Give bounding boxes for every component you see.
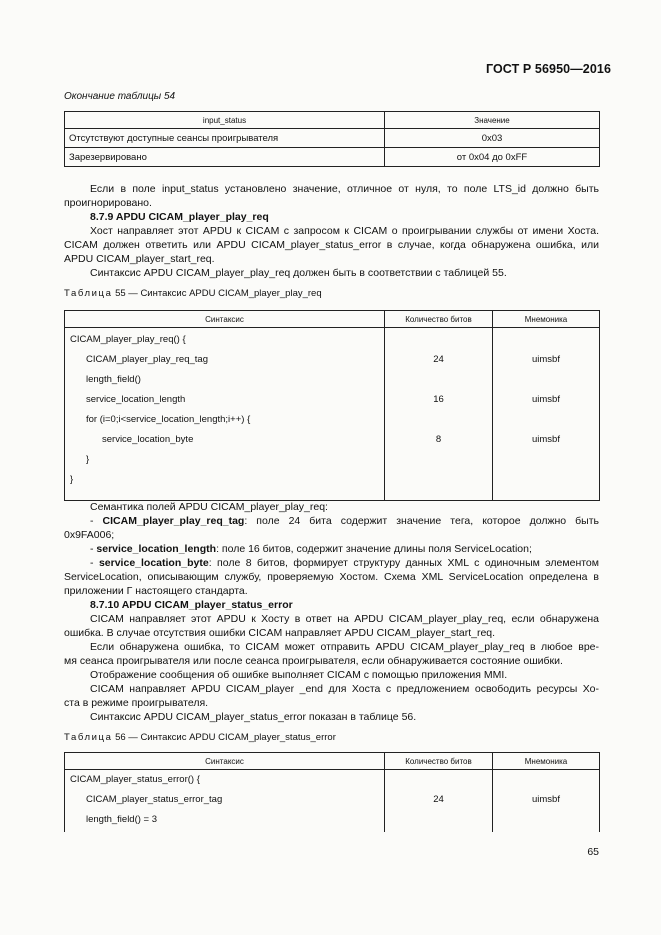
syntax-line: for (i=0;i<service_location_length;i++) { [86, 414, 251, 425]
mnemonic-value: uimsbf [532, 794, 560, 805]
field-desc: : поле 24 бита содержит значение тега, которое должно быть [244, 515, 599, 527]
table-row [65, 148, 600, 167]
syntax-cell [65, 770, 385, 833]
bits-cell [385, 770, 493, 833]
bits-value: 8 [435, 434, 442, 445]
paragraph-line: Если обнаружена ошибка, то CICAM может отправить APDU CICAM_player_play_req в любое вре- [90, 641, 599, 653]
paragraph-line: ServiceLocation, описывающим службу, проверяемую Хостом. Схема XML ServiceLocation определена в [64, 571, 599, 583]
syntax-line: } [70, 474, 74, 485]
field-name: CICAM_player_play_req_tag [102, 515, 245, 527]
syntax-line: length_field() [86, 374, 141, 385]
column-header: Мнемоника [493, 753, 600, 770]
syntax-line: CICAM_player_play_req() { [70, 334, 186, 345]
mnemonic-cell [493, 328, 600, 501]
mnemonic-value: uimsbf [532, 434, 560, 445]
table-54-end [64, 111, 600, 167]
table-55 [64, 310, 600, 501]
field-name: service_location_length [96, 543, 217, 555]
table-55-caption [64, 288, 322, 299]
table-54-continuation-caption: Окончание таблицы 54 [64, 91, 176, 102]
semantics-item: - service_location_byte: поле 8 битов, формирует структуру данных XML с одиночным элементом [90, 557, 599, 569]
column-header: Синтаксис [65, 753, 385, 770]
paragraph-line: CICAM должен ответить или APDU CICAM_player_status_error в случае, когда обнаружена ошибка, или [64, 239, 599, 251]
bits-cell [385, 328, 493, 501]
section-heading-8-7-9: 8.7.9 APDU CICAM_player_play_req [90, 211, 269, 223]
column-header: Синтаксис [65, 311, 385, 328]
paragraph-line: ста в режиме проигрывателя. [64, 697, 209, 709]
column-header: Мнемоника [493, 311, 600, 328]
caption-text: 56 — Синтаксис APDU CICAM_player_status_error [112, 732, 336, 743]
syntax-line: } [86, 454, 90, 465]
paragraph-line: приложении Г настоящего стандарта. [64, 585, 248, 597]
syntax-line: length_field() = 3 [86, 814, 158, 825]
syntax-line: CICAM_player_status_error() { [70, 774, 200, 785]
semantics-item: - CICAM_player_play_req_tag: поле 24 бита содержит значение тега, которое должно быть [90, 515, 599, 527]
syntax-line: service_location_length [86, 394, 186, 405]
table-56 [64, 752, 600, 832]
table-56-caption [64, 732, 336, 743]
table-cell: от 0x04 до 0xFF [385, 148, 600, 167]
syntax-line: CICAM_player_play_req_tag [86, 354, 208, 365]
paragraph-line: Синтаксис APDU CICAM_player_play_req должен быть в соответствии с таблицей 55. [90, 267, 507, 279]
paragraph-line: ошибка. В случае отсутствия ошибки CICAM направляет APDU CICAM_player_start_req. [64, 627, 496, 639]
syntax-line: CICAM_player_status_error_tag [86, 794, 223, 805]
paragraph-line: Если в поле input_status установлено значение, отличное от нуля, то поле LTS_id должно быть [90, 183, 599, 195]
paragraph-line: 0x9FA006; [64, 529, 115, 541]
paragraph-line: APDU CICAM_player_start_req. [64, 253, 215, 265]
document-header: ГОСТ Р 56950—2016 [485, 62, 611, 76]
column-header: Значение [385, 112, 600, 129]
table-row [65, 129, 600, 148]
table-row [65, 328, 600, 501]
paragraph-line: Синтаксис APDU CICAM_player_status_error показан в таблице 56. [90, 711, 417, 723]
mnemonic-value: uimsbf [532, 394, 560, 405]
paragraph-line: CICAM направляет APDU CICAM_player _end для Хоста с предложением освободить ресурсы Хо- [90, 683, 599, 695]
table-cell: Отсутствуют доступные сеансы проигрывателя [65, 129, 385, 148]
paragraph-line: Хост направляет этот APDU к CICAM с запросом к CICAM о проигрывании службы от имени Хоста. [90, 225, 599, 237]
syntax-line: service_location_byte [102, 434, 194, 445]
caption-prefix: Таблица [64, 732, 113, 743]
syntax-cell [65, 328, 385, 501]
table-row [65, 770, 600, 833]
semantics-item: - service_location_length: поле 16 битов, содержит значение длины поля ServiceLocation; [90, 543, 532, 555]
column-header: Количество битов [385, 311, 493, 328]
table-cell: 0x03 [385, 129, 600, 148]
section-heading-8-7-10: 8.7.10 APDU CICAM_player_status_error [90, 599, 293, 611]
field-desc: : поле 16 битов, содержит значение длины поля ServiceLocation; [216, 543, 532, 555]
bits-value: 16 [433, 394, 444, 405]
paragraph-line: Отображение сообщения об ошибке выполняет CICAM с помощью приложения MMI. [90, 669, 508, 681]
paragraph-line: проигнорировано. [64, 197, 152, 209]
table-cell: Зарезервировано [65, 148, 385, 167]
paragraph-line: мя сеанса проигрывателя или после сеанса проигрывателя, если обнаруживается состояние ошибки. [64, 655, 563, 667]
paragraph-line: CICAM направляет этот APDU к Хосту в ответ на APDU CICAM_player_play_req, если обнаружена [90, 613, 599, 625]
bits-value: 24 [433, 794, 444, 805]
mnemonic-value: uimsbf [532, 354, 560, 365]
caption-text: 55 — Синтаксис APDU CICAM_player_play_req [112, 288, 322, 299]
semantics-intro: Семантика полей APDU CICAM_player_play_req: [90, 501, 328, 513]
field-name: service_location_byte [98, 557, 209, 569]
bits-value: 24 [433, 354, 444, 365]
page-number: 65 [587, 846, 599, 858]
caption-prefix: Таблица [64, 288, 113, 299]
field-desc: : поле 8 битов, формирует структуру данных XML с одиночным элементом [208, 557, 599, 569]
column-header: Количество битов [385, 753, 493, 770]
mnemonic-cell [493, 770, 600, 833]
column-header: input_status [65, 112, 385, 129]
